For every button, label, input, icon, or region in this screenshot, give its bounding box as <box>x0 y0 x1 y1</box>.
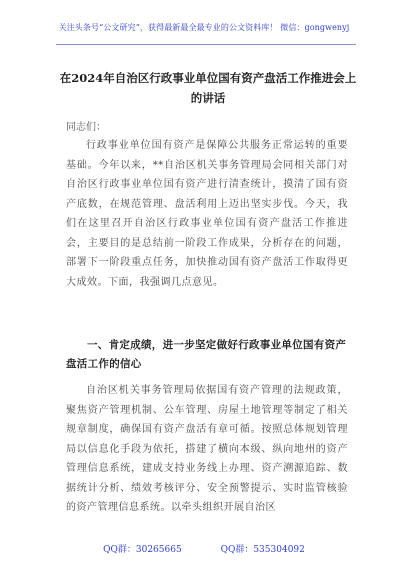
body-paragraph-1: 行政事业单位国有资产是保障公共服务正常运转的重要基础。今年以来，**自治区机关事务管理局会同相关部门对自治区行政事业单位国有资产进行清查统计，摸清了国有资产底数，在规范管理、盘活利用上迈出坚实步伐。今天，我们在这里召开自治区行政事业单位国有资产盘活工作推进会，主要目的是总结前一阶段工作成果，分析存在的问题，部署下一阶段重点任务，加快推动国有资产盘活工作取得更大成效。下面，我强调几点意见。 <box>66 140 348 288</box>
footer <box>0 542 408 555</box>
document-title: 在2024年自治区行政事业单位国有资产盘活工作推进会上的讲话 <box>59 71 357 105</box>
salutation: 同志们： <box>66 122 106 133</box>
footer-qq-group-1: QQ群：30265665 <box>103 545 182 555</box>
section-heading-1: 一、肯定成绩，进一步坚定做好行政事业单位国有资产盘活工作的信心 <box>66 339 347 370</box>
header-banner: 关注头条号“公文研究”，获得最新最全最专业的公文资料库！ 微信：gongwenyj <box>58 23 350 32</box>
footer-qq-group-2: QQ群：535304092 <box>220 545 305 555</box>
body-paragraph-2: 自治区机关事务管理局依据国有资产管理的法规政策，聚焦资产管理机制、公车管理、房屋土地管理等制定了相关规章制度，确保国有资产盘活有章可循。按照总体规划管理局以信息化手段为依托，搭建了横向本级、纵向地州的资产管理信息系统，建成支持业务线上办理、资产溯源追踪、数据统计分析、绩效考核评分、安全预警提示、实时监管核验的资产管理信息系统。以牵头组织开展自治区 <box>66 385 348 513</box>
header-divider <box>56 44 356 45</box>
